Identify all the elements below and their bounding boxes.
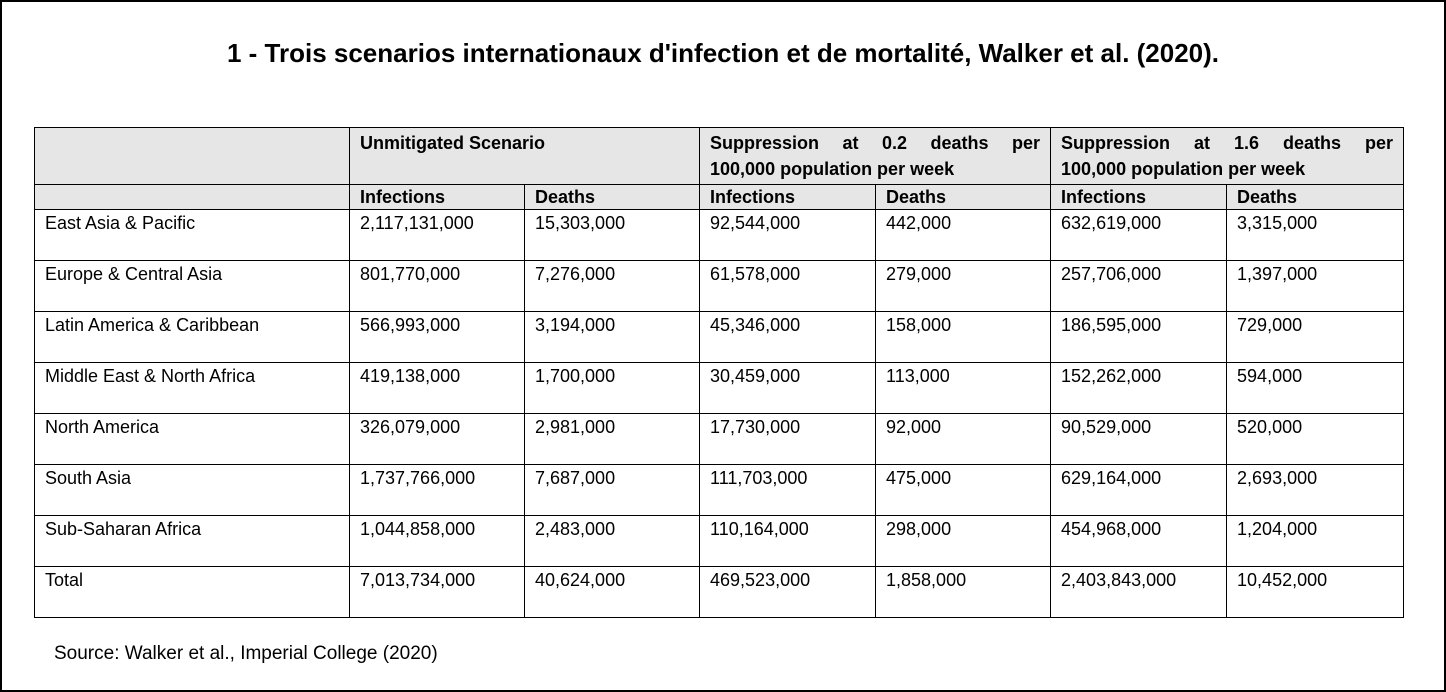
- value-cell: 158,000: [876, 312, 1051, 363]
- value-cell: 475,000: [876, 465, 1051, 516]
- value-cell: 1,397,000: [1227, 261, 1404, 312]
- table-row: [35, 414, 1404, 465]
- value-cell: 92,544,000: [700, 210, 876, 261]
- value-cell: 454,968,000: [1051, 516, 1227, 567]
- region-cell: Europe & Central Asia: [35, 261, 350, 312]
- region-cell: Sub-Saharan Africa: [35, 516, 350, 567]
- value-cell: 30,459,000: [700, 363, 876, 414]
- total-row: [35, 567, 1404, 618]
- region-cell: Middle East & North Africa: [35, 363, 350, 414]
- value-cell: 152,262,000: [1051, 363, 1227, 414]
- value-cell: 7,013,734,000: [350, 567, 525, 618]
- value-cell: 801,770,000: [350, 261, 525, 312]
- value-cell: 40,624,000: [525, 567, 700, 618]
- value-cell: 632,619,000: [1051, 210, 1227, 261]
- value-cell: 594,000: [1227, 363, 1404, 414]
- value-cell: 2,403,843,000: [1051, 567, 1227, 618]
- value-cell: 3,315,000: [1227, 210, 1404, 261]
- subheader-region: [35, 185, 350, 210]
- region-cell: Total: [35, 567, 350, 618]
- unmitigated-header: Unmitigated Scenario: [350, 128, 700, 185]
- table-row: [35, 516, 1404, 567]
- suppression-0-2-header: Suppression at 0.2 deaths per 100,000 population per week: [700, 128, 1051, 185]
- subheader-infections: Infections: [700, 185, 876, 210]
- value-cell: 2,483,000: [525, 516, 700, 567]
- value-cell: 2,693,000: [1227, 465, 1404, 516]
- table-row: [35, 210, 1404, 261]
- value-cell: 45,346,000: [700, 312, 876, 363]
- value-cell: 3,194,000: [525, 312, 700, 363]
- suppression-1-6-header: Suppression at 1.6 deaths per 100,000 population per week: [1051, 128, 1404, 185]
- value-cell: 729,000: [1227, 312, 1404, 363]
- subheader-infections: Infections: [350, 185, 525, 210]
- value-cell: 629,164,000: [1051, 465, 1227, 516]
- value-cell: 113,000: [876, 363, 1051, 414]
- value-cell: 1,044,858,000: [350, 516, 525, 567]
- document-title: 1 - Trois scenarios internationaux d'infection et de mortalité, Walker et al. (2020).: [226, 38, 1220, 68]
- subheader-deaths: Deaths: [876, 185, 1051, 210]
- region-cell: South Asia: [35, 465, 350, 516]
- table-row: [35, 363, 1404, 414]
- value-cell: 469,523,000: [700, 567, 876, 618]
- value-cell: 186,595,000: [1051, 312, 1227, 363]
- value-cell: 7,276,000: [525, 261, 700, 312]
- scenario-table: [34, 127, 1404, 618]
- subheader-infections: Infections: [1051, 185, 1227, 210]
- value-cell: 15,303,000: [525, 210, 700, 261]
- value-cell: 90,529,000: [1051, 414, 1227, 465]
- value-cell: 92,000: [876, 414, 1051, 465]
- value-cell: 111,703,000: [700, 465, 876, 516]
- value-cell: 1,204,000: [1227, 516, 1404, 567]
- value-cell: 17,730,000: [700, 414, 876, 465]
- value-cell: 2,981,000: [525, 414, 700, 465]
- value-cell: 2,117,131,000: [350, 210, 525, 261]
- value-cell: 1,700,000: [525, 363, 700, 414]
- value-cell: 7,687,000: [525, 465, 700, 516]
- value-cell: 326,079,000: [350, 414, 525, 465]
- value-cell: 61,578,000: [700, 261, 876, 312]
- subheader-deaths: Deaths: [1227, 185, 1404, 210]
- value-cell: 1,858,000: [876, 567, 1051, 618]
- value-cell: 257,706,000: [1051, 261, 1227, 312]
- subheader-deaths: Deaths: [525, 185, 700, 210]
- value-cell: 279,000: [876, 261, 1051, 312]
- value-cell: 10,452,000: [1227, 567, 1404, 618]
- region-cell: North America: [35, 414, 350, 465]
- source-note: Source: Walker et al., Imperial College (2020): [54, 643, 438, 664]
- value-cell: 419,138,000: [350, 363, 525, 414]
- value-cell: 566,993,000: [350, 312, 525, 363]
- value-cell: 442,000: [876, 210, 1051, 261]
- value-cell: 520,000: [1227, 414, 1404, 465]
- table-row: [35, 312, 1404, 363]
- region-cell: East Asia & Pacific: [35, 210, 350, 261]
- value-cell: 298,000: [876, 516, 1051, 567]
- table-row: [35, 465, 1404, 516]
- region-header-cell: [35, 128, 350, 185]
- subheader-row: [35, 185, 1404, 210]
- value-cell: 110,164,000: [700, 516, 876, 567]
- region-cell: Latin America & Caribbean: [35, 312, 350, 363]
- value-cell: 1,737,766,000: [350, 465, 525, 516]
- group-header-row: [35, 128, 1404, 185]
- table-row: [35, 261, 1404, 312]
